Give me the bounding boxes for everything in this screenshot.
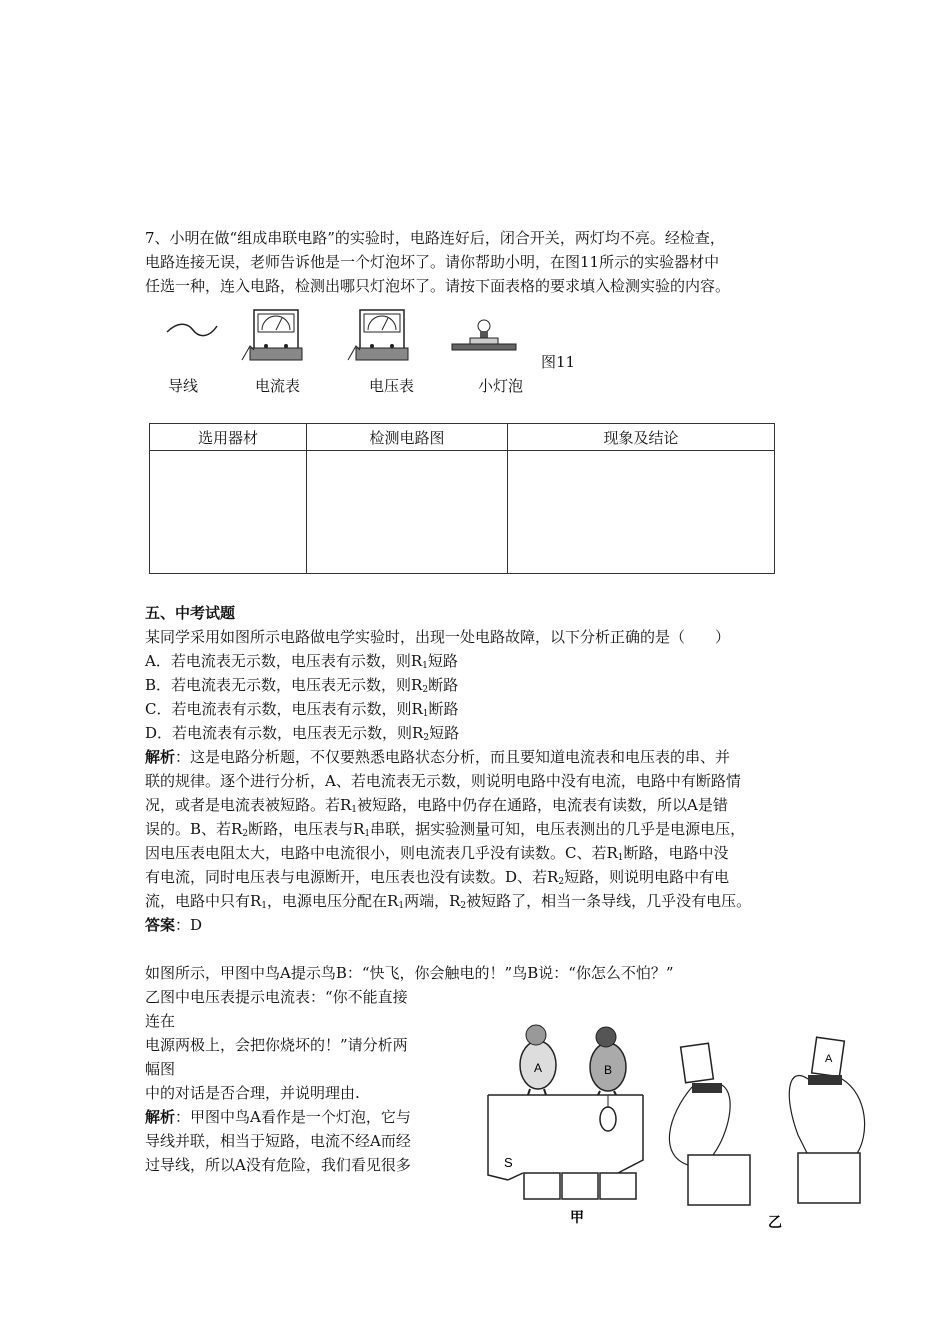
label-wire: 导线 (168, 377, 199, 395)
analysis-line-6: 有电流，同时电压表与电源断开，电压表也没有读数。D、若$R_2$短路，则说明电路中有电 (145, 868, 730, 887)
analysis-line-1: 解析：这是电路分析题，不仅要熟悉电路状态分析，而且要知道电流表和电压表的串、并 (145, 748, 731, 766)
bird-b-label: B (604, 1063, 613, 1077)
figure-11-label: 图11 (541, 353, 576, 371)
bird-line-4: 电源两极上，会把你烧坏的！”请分析两 (145, 1036, 408, 1054)
analysis-line-4: 误的。B、若$R_2$断路，电压表与$R_1$串联，据实验测量可知，电压表测出的几乎是电源电压， (145, 820, 746, 839)
ammeter-illustration (240, 306, 310, 364)
bulb-illustration (450, 318, 518, 354)
q7-line-2: 电路连接无误，老师告诉他是一个灯泡坏了。请你帮助小明，在图11所示的实验器材中 (145, 253, 720, 271)
bird-analysis-line-2: 导线并联，相当于短路，电流不经A而经 (145, 1132, 411, 1150)
bird-a-label: A (534, 1061, 543, 1075)
bird-line-2: 乙图中电压表提示电流表：“你不能直接 (145, 988, 408, 1006)
label-bulb: 小灯泡 (478, 377, 524, 395)
label-voltmeter: 电压表 (369, 377, 415, 395)
figure-yi-meters (669, 1037, 864, 1205)
bird-line-6: 中的对话是否合理，并说明理由. (145, 1084, 360, 1102)
detection-table (149, 423, 775, 574)
figure-yi-label: 乙 (768, 1215, 782, 1231)
label-ammeter: 电流表 (255, 377, 301, 395)
figure-jia-circuit (488, 1025, 643, 1199)
q7-line-1: 7、小明在做“组成串联电路”的实验时，电路连好后，闭合开关，两灯均不亮。经检查， (145, 229, 725, 247)
option-a: A．若电流表无示数，电压表有示数，则$R_1$短路 (145, 652, 458, 671)
option-d: D．若电流表有示数，电压表无示数，则$R_2$短路 (145, 724, 460, 743)
switch-s-label: S (504, 1155, 513, 1170)
header-conclusion: 现象及结论 (508, 424, 775, 451)
header-equipment: 选用器材 (150, 424, 307, 451)
bird-line-3: 连在 (145, 1012, 176, 1030)
bird-circuit-figure (478, 1015, 878, 1230)
exam-question: 某同学采用如图所示电路做电学实验时，出现一处电路故障，以下分析正确的是（ ） (145, 628, 731, 646)
analysis-line-5: 因电压表电阻太大，电路中电流很小，则电流表几乎没有读数。C、若$R_1$断路，电路中没 (145, 844, 729, 863)
bird-analysis-line-1: 解析：甲图中鸟A看作是一个灯泡，它与 (145, 1108, 411, 1126)
analysis-line-3: 况，或者是电流表被短路。若$R_1$被短路，电路中仍存在通路，电流表有读数，所以A是错 (145, 796, 728, 815)
wire-illustration (165, 320, 220, 340)
cell-conclusion[interactable] (508, 451, 775, 574)
cell-circuit[interactable] (307, 451, 508, 574)
section-title: 五、中考试题 (145, 604, 236, 622)
option-b: B．若电流表无示数，电压表无示数，则$R_2$断路 (145, 676, 459, 695)
bird-line-5: 幅图 (145, 1060, 176, 1078)
bird-line-1: 如图所示，甲图中鸟A提示鸟B：“快飞，你会触电的！”鸟B说：“你怎么不怕？” (145, 964, 674, 982)
cell-equipment[interactable] (150, 451, 307, 574)
answer-line: 答案：D (145, 916, 203, 934)
q7-line-3: 任选一种，连入电路，检测出哪只灯泡坏了。请按下面表格的要求填入检测实验的内容。 (145, 277, 731, 295)
voltmeter-illustration (346, 306, 416, 364)
analysis-line-7: 流，电路中只有$R_1$，电源电压分配在$R_1$两端，$R_2$被短路了，相当一条导线，几乎没有电压。 (145, 892, 752, 911)
bird-analysis-line-3: 过导线，所以A没有危险，我们看见很多 (145, 1156, 411, 1174)
header-circuit: 检测电路图 (307, 424, 508, 451)
figure-jia-label: 甲 (570, 1210, 584, 1226)
analysis-line-2: 联的规律。逐个进行分析，A、若电流表无示数，则说明电路中没有电流，电路中有断路情 (145, 772, 741, 790)
meter-a-label: A (825, 1053, 833, 1065)
option-c: C．若电流表有示数，电压表有示数，则$R_1$断路 (145, 700, 459, 719)
